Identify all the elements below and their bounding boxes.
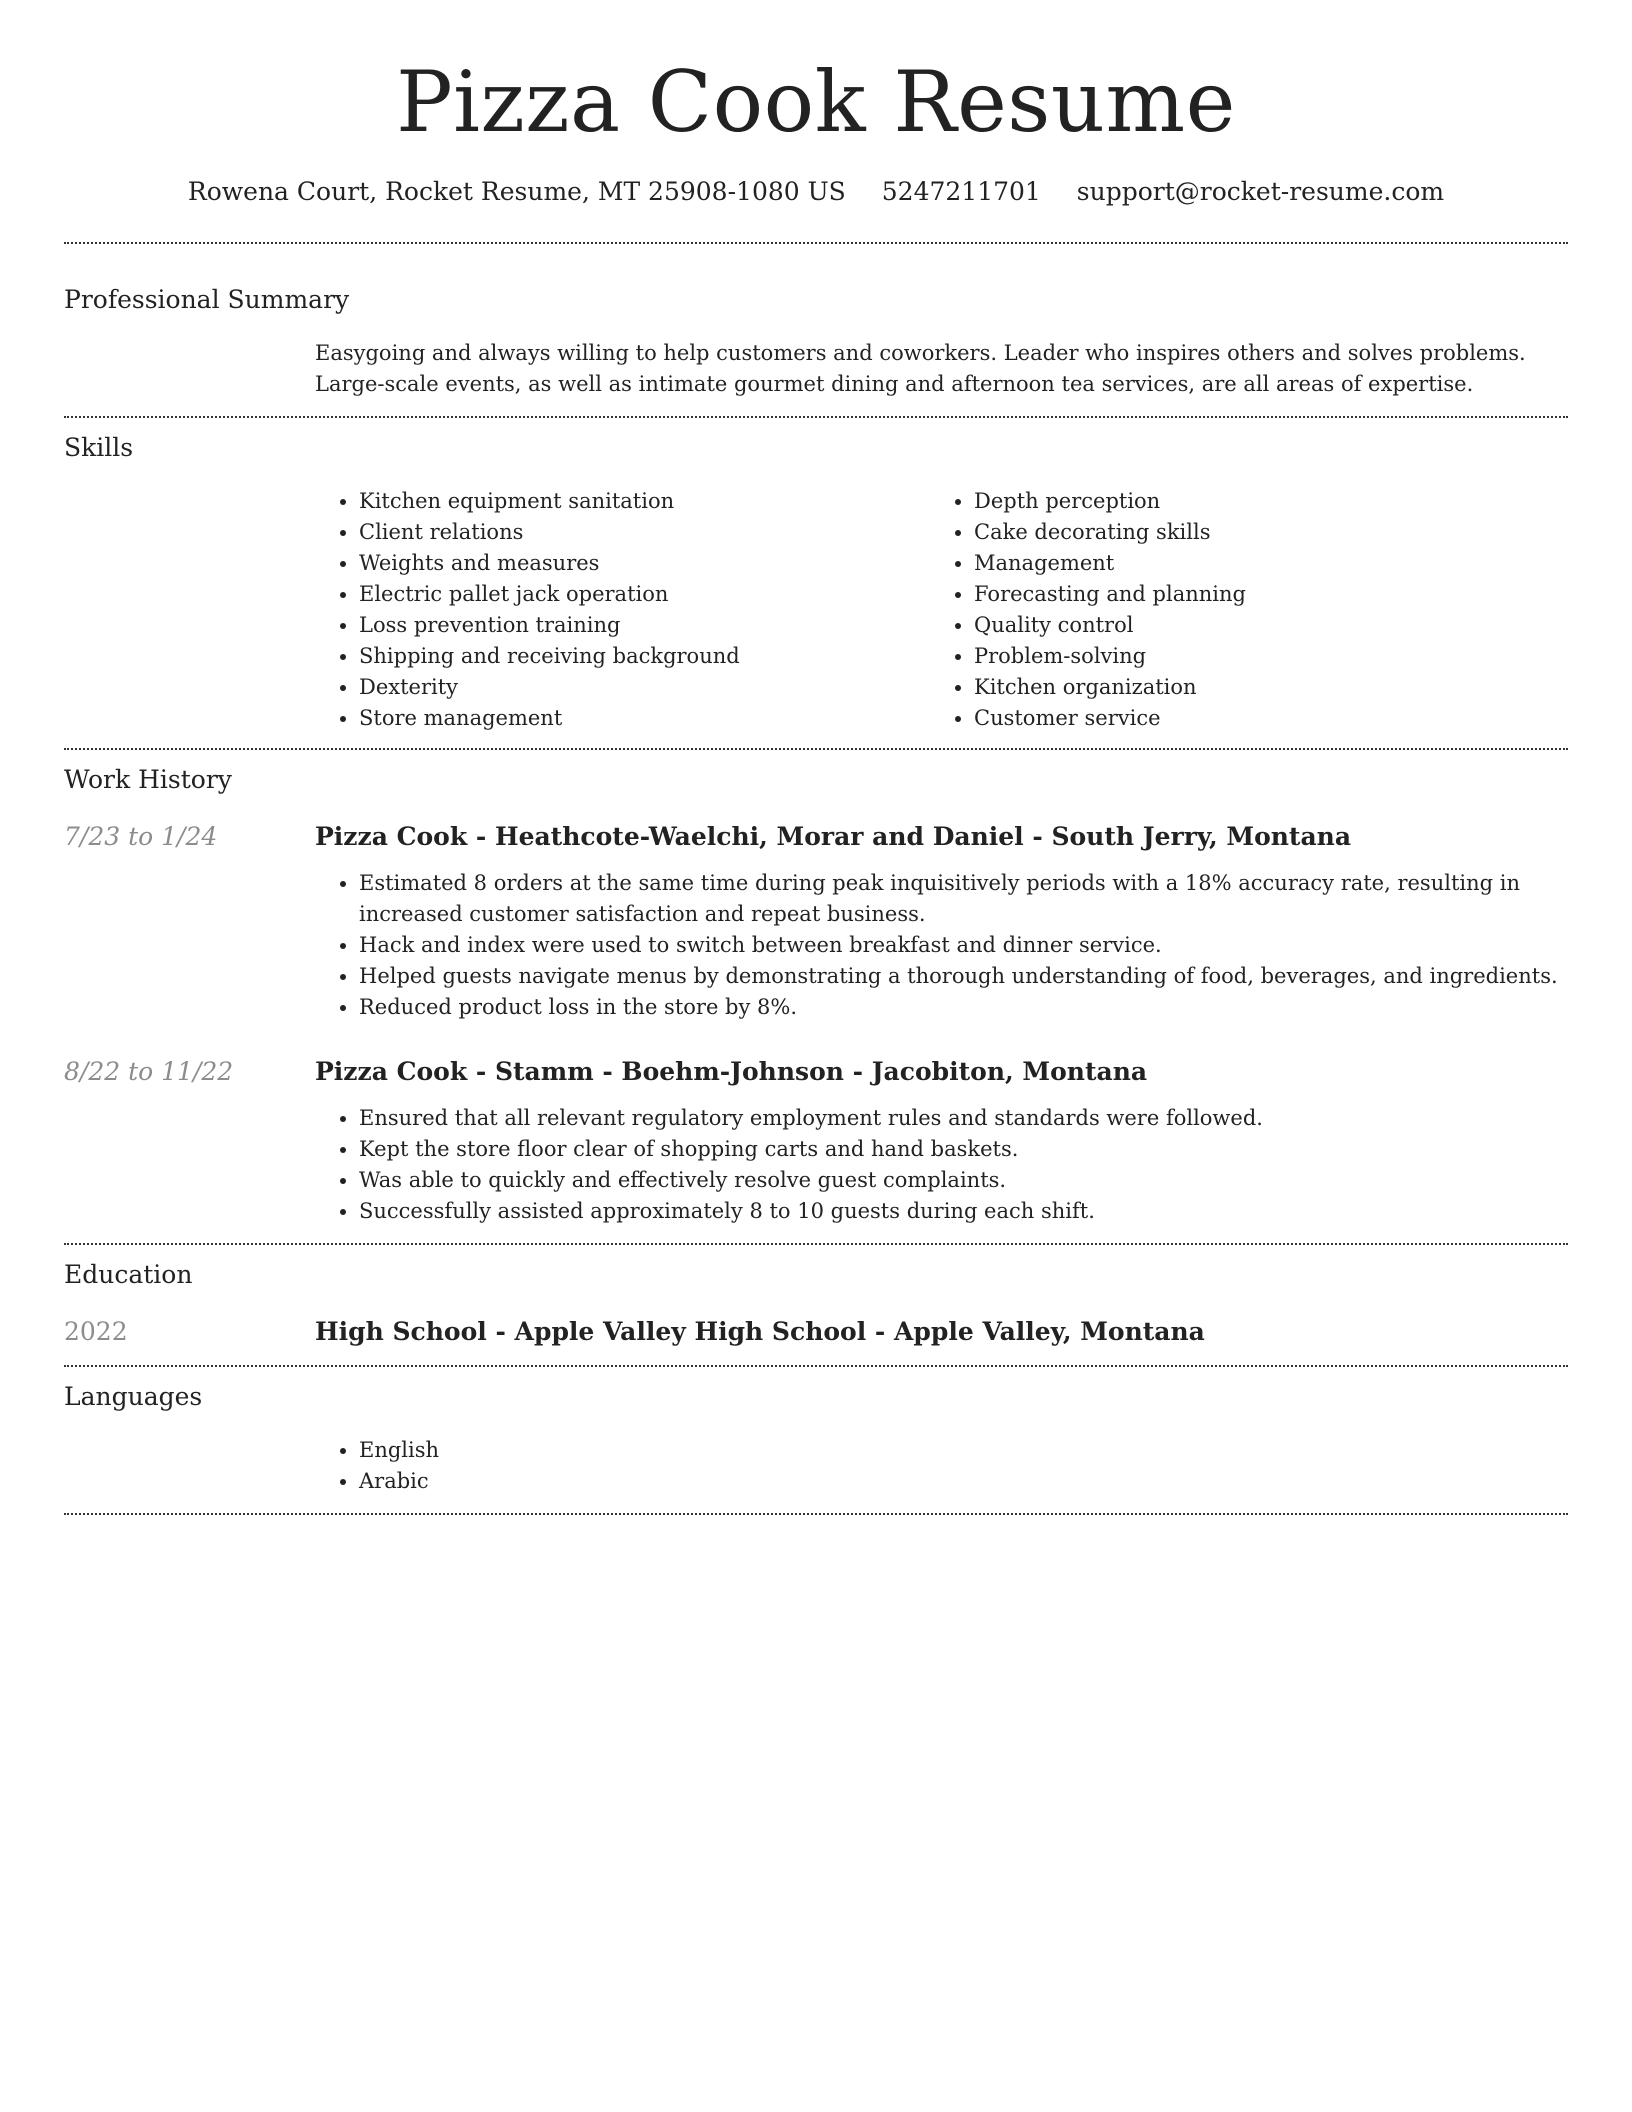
skill-item: • Kitchen organization <box>974 672 1545 703</box>
skill-item: • Client relations <box>359 517 930 548</box>
skill-item: • Loss prevention training <box>359 610 930 641</box>
contact-address: Rowena Court, Rocket Resume, MT 25908-1080 US <box>187 177 846 206</box>
contact-email: support@rocket-resume.com <box>1076 177 1445 206</box>
education-entry <box>64 1315 1568 1349</box>
education-details <box>315 1315 1568 1349</box>
resume-title: Pizza Cook Resume <box>396 53 1236 151</box>
summary-text: Easygoing and always willing to help customers and coworkers. Leader who inspires others and solves problems. Large-scale events, as well as intimate gourmet dining and afternoon tea services, are all areas of expertise. <box>315 341 1526 396</box>
skill-item: • Forecasting and planning <box>974 579 1545 610</box>
languages-heading: Languages <box>64 1382 203 1411</box>
skills-grid <box>315 486 1568 734</box>
job-bullet: • Ensured that all relevant regulatory employment rules and standards were followed. <box>359 1103 1568 1134</box>
job-bullet: • Hack and index were used to switch between breakfast and dinner service. <box>359 930 1568 961</box>
summary-body <box>315 338 1568 400</box>
work-section <box>64 750 1568 1243</box>
skill-item: • Kitchen equipment sanitation <box>359 486 930 517</box>
work-entry <box>64 820 1568 1023</box>
work-dates: 7/23 to 1/24 <box>64 822 218 851</box>
summary-section <box>64 244 1568 400</box>
languages-list <box>315 1435 1568 1497</box>
summary-heading: Professional Summary <box>64 285 350 314</box>
skills-list-left <box>315 486 930 734</box>
skill-item: • Quality control <box>974 610 1545 641</box>
languages-section <box>64 1367 1568 1497</box>
work-dates: 8/22 to 11/22 <box>64 1057 234 1086</box>
job-bullet: • Successfully assisted approximately 8 to 10 guests during each shift. <box>359 1196 1568 1227</box>
skill-item: • Management <box>974 548 1545 579</box>
job-bullets <box>315 1103 1568 1227</box>
skill-item: • Problem-solving <box>974 641 1545 672</box>
skills-section <box>64 418 1568 734</box>
skill-item: • Electric pallet jack operation <box>359 579 930 610</box>
job-title: Pizza Cook - Heathcote-Waelchi, Morar and Daniel - South Jerry, Montana <box>315 822 1352 851</box>
skill-item: • Cake decorating skills <box>974 517 1545 548</box>
job-bullet: • Kept the store floor clear of shopping carts and hand baskets. <box>359 1134 1568 1165</box>
skill-item: • Shipping and receiving background <box>359 641 930 672</box>
skills-body <box>315 486 1568 734</box>
languages-body <box>315 1435 1568 1497</box>
job-bullet: • Reduced product loss in the store by 8%. <box>359 992 1568 1023</box>
language-item: • Arabic <box>359 1466 1568 1497</box>
education-section <box>64 1245 1568 1349</box>
language-item: • English <box>359 1435 1568 1466</box>
skill-item: • Store management <box>359 703 930 734</box>
work-heading: Work History <box>64 765 232 794</box>
skills-column-left <box>315 486 930 734</box>
job-bullets <box>315 868 1568 1023</box>
work-details <box>315 820 1568 1023</box>
resume-header <box>64 0 1568 208</box>
work-entry <box>64 1055 1568 1227</box>
skills-list-right <box>930 486 1545 734</box>
skill-item: • Customer service <box>974 703 1545 734</box>
education-title: High School - Apple Valley High School - Apple Valley, Montana <box>315 1317 1205 1346</box>
job-bullet: • Estimated 8 orders at the same time during peak inquisitively periods with a 18% accuracy rate, resulting in increased customer satisfaction and repeat business. <box>359 868 1568 930</box>
work-details <box>315 1055 1568 1227</box>
skill-item: • Depth perception <box>974 486 1545 517</box>
skills-heading: Skills <box>64 433 134 462</box>
divider <box>64 1513 1568 1515</box>
job-bullet: • Was able to quickly and effectively resolve guest complaints. <box>359 1165 1568 1196</box>
education-year: 2022 <box>64 1317 128 1346</box>
skills-column-right <box>930 486 1545 734</box>
contact-line <box>64 176 1568 208</box>
contact-phone: 5247211701 <box>881 177 1041 206</box>
job-bullet: • Helped guests navigate menus by demonstrating a thorough understanding of food, beverages, and ingredients. <box>359 961 1568 992</box>
work-entries <box>64 820 1568 1227</box>
education-heading: Education <box>64 1260 193 1289</box>
job-title: Pizza Cook - Stamm - Boehm-Johnson - Jacobiton, Montana <box>315 1057 1148 1086</box>
skill-item: • Weights and measures <box>359 548 930 579</box>
skill-item: • Dexterity <box>359 672 930 703</box>
